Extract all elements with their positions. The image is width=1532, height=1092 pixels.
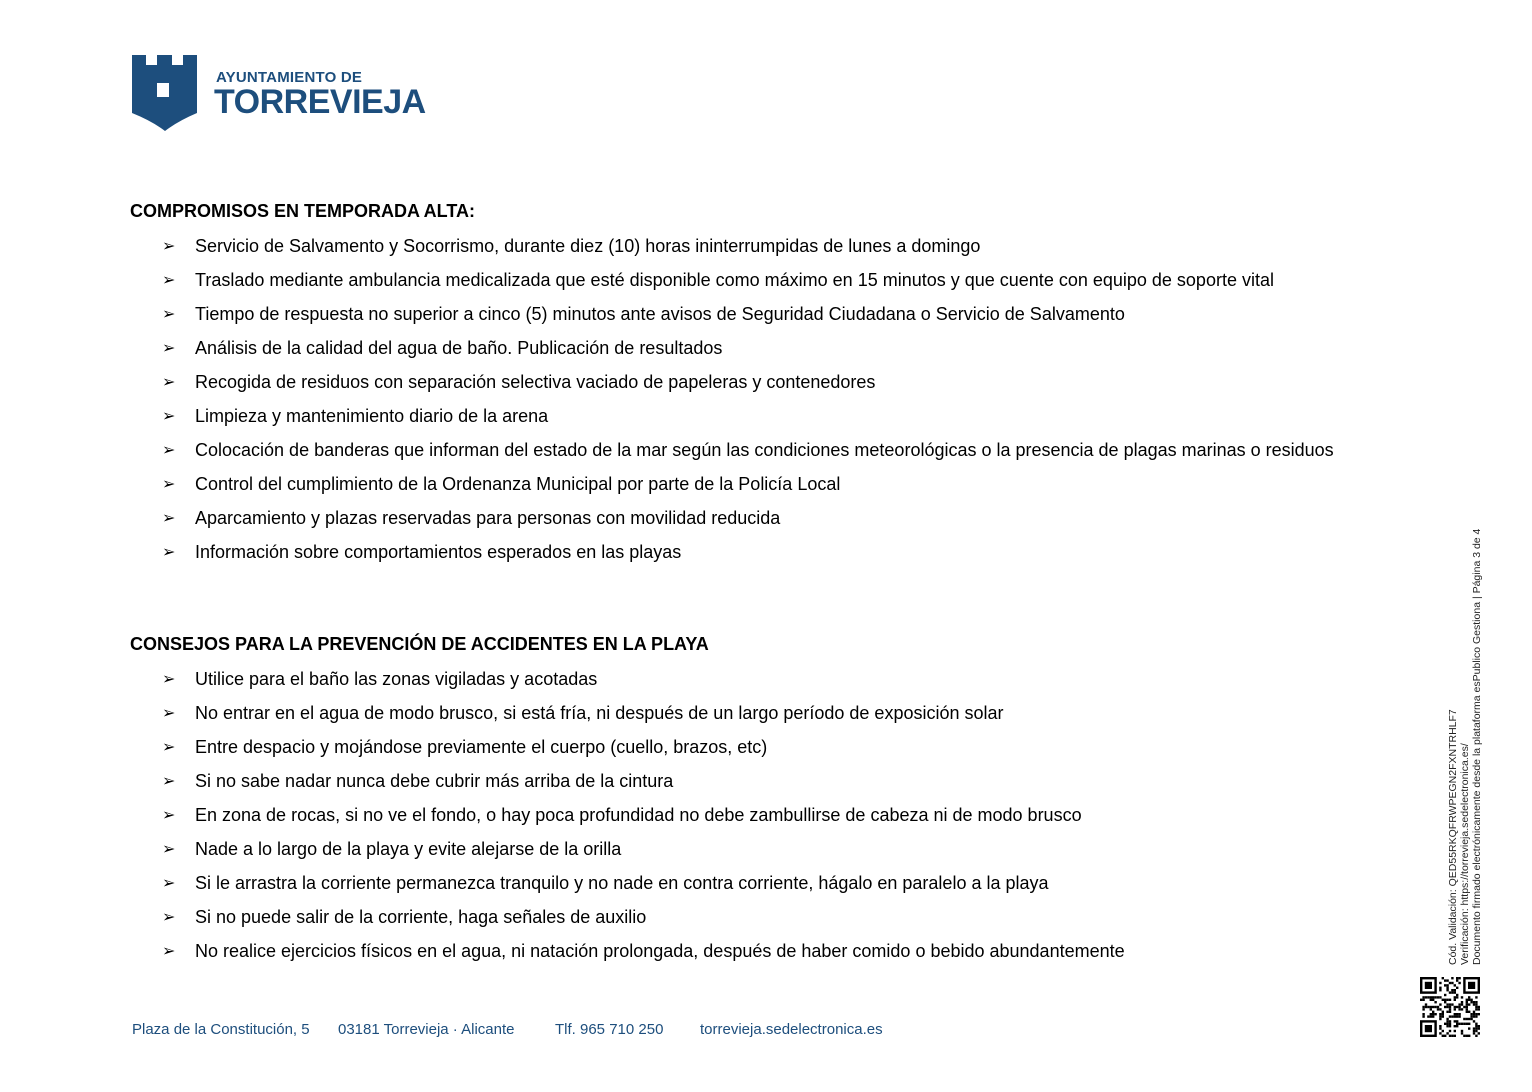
list-item bbox=[162, 736, 1412, 759]
arrow-bullet-icon: ➢ bbox=[162, 272, 176, 289]
list-item-text: Colocación de banderas que informan del estado de la mar según las condiciones meteorológicas o la presencia de plagas marinas o residuos bbox=[195, 440, 1334, 460]
qr-code-icon bbox=[1420, 977, 1480, 1037]
list-item bbox=[162, 804, 1412, 827]
consejos-list bbox=[162, 668, 1412, 974]
list-item bbox=[162, 439, 1412, 462]
list-item-text: Si no puede salir de la corriente, haga señales de auxilio bbox=[195, 907, 647, 927]
arrow-bullet-icon: ➢ bbox=[162, 340, 176, 357]
arrow-bullet-icon: ➢ bbox=[162, 442, 176, 459]
list-item bbox=[162, 838, 1412, 861]
arrow-bullet-icon: ➢ bbox=[162, 238, 176, 255]
footer-city: 03181 Torrevieja · Alicante bbox=[338, 1021, 515, 1038]
list-item-text: Traslado mediante ambulancia medicalizada que esté disponible como máximo en 15 minutos y que cuente con equipo de soporte vital bbox=[195, 270, 1274, 290]
list-item-text: Información sobre comportamientos esperados en las playas bbox=[195, 542, 682, 562]
arrow-bullet-icon: ➢ bbox=[162, 773, 176, 790]
compromisos-list bbox=[162, 235, 1412, 575]
list-item bbox=[162, 906, 1412, 929]
arrow-bullet-icon: ➢ bbox=[162, 807, 176, 824]
arrow-bullet-icon: ➢ bbox=[162, 909, 176, 926]
list-item bbox=[162, 541, 1412, 564]
list-item-text: Limpieza y mantenimiento diario de la arena bbox=[195, 406, 549, 426]
arrow-bullet-icon: ➢ bbox=[162, 841, 176, 858]
list-item bbox=[162, 872, 1412, 895]
arrow-bullet-icon: ➢ bbox=[162, 875, 176, 892]
list-item-text: No entrar en el agua de modo brusco, si está fría, ni después de un largo período de exposición solar bbox=[195, 703, 1004, 723]
logo bbox=[130, 53, 430, 135]
list-item-text: Aparcamiento y plazas reservadas para personas con movilidad reducida bbox=[195, 508, 781, 528]
list-item-text: En zona de rocas, si no ve el fondo, o hay poca profundidad no debe zambullirse de cabeza ni de modo brusco bbox=[195, 805, 1082, 825]
section-title-compromisos: COMPROMISOS EN TEMPORADA ALTA: bbox=[130, 201, 475, 221]
list-item bbox=[162, 507, 1412, 530]
list-item-text: Control del cumplimiento de la Ordenanza Municipal por parte de la Policía Local bbox=[195, 474, 841, 494]
footer-address: Plaza de la Constitución, 5 bbox=[132, 1021, 310, 1038]
list-item-text: Servicio de Salvamento y Socorrismo, durante diez (10) horas ininterrumpidas de lunes a domingo bbox=[195, 236, 981, 256]
footer-phone: Tlf. 965 710 250 bbox=[555, 1021, 664, 1038]
list-item bbox=[162, 770, 1412, 793]
list-item-text: Recogida de residuos con separación selectiva vaciado de papeleras y contenedores bbox=[195, 372, 876, 392]
arrow-bullet-icon: ➢ bbox=[162, 739, 176, 756]
list-item bbox=[162, 473, 1412, 496]
arrow-bullet-icon: ➢ bbox=[162, 943, 176, 960]
section-title-consejos: CONSEJOS PARA LA PREVENCIÓN DE ACCIDENTES EN LA PLAYA bbox=[130, 634, 709, 654]
list-item bbox=[162, 668, 1412, 691]
arrow-bullet-icon: ➢ bbox=[162, 306, 176, 323]
verification-url: Verificación: https://torrevieja.sedelectronica.es/ bbox=[1459, 743, 1471, 965]
logo-title: TORREVIEJA bbox=[214, 83, 426, 121]
castle-tower-icon bbox=[130, 53, 200, 133]
list-item-text: Análisis de la calidad del agua de baño. Publicación de resultados bbox=[195, 338, 723, 358]
signature-note: Documento firmado electrónicamente desde la plataforma esPublico Gestiona | Página 3 de 4 bbox=[1471, 528, 1483, 965]
list-item bbox=[162, 371, 1412, 394]
validation-code: Cód. Validación: QED55RKQFRWPEGN2FXNTRHLF7 bbox=[1447, 709, 1459, 965]
list-item bbox=[162, 235, 1412, 258]
logo-subtitle: AYUNTAMIENTO DE bbox=[216, 69, 363, 86]
verification-text bbox=[1447, 529, 1483, 965]
arrow-bullet-icon: ➢ bbox=[162, 705, 176, 722]
list-item bbox=[162, 405, 1412, 428]
list-item-text: Entre despacio y mojándose previamente el cuerpo (cuello, brazos, etc) bbox=[195, 737, 768, 757]
list-item-text: Si le arrastra la corriente permanezca tranquilo y no nade en contra corriente, hágalo en paralelo a la playa bbox=[195, 873, 1049, 893]
list-item-text: Nade a lo largo de la playa y evite alejarse de la orilla bbox=[195, 839, 622, 859]
list-item bbox=[162, 702, 1412, 725]
list-item bbox=[162, 337, 1412, 360]
arrow-bullet-icon: ➢ bbox=[162, 544, 176, 561]
list-item bbox=[162, 303, 1412, 326]
list-item-text: Si no sabe nadar nunca debe cubrir más arriba de la cintura bbox=[195, 771, 674, 791]
list-item-text: No realice ejercicios físicos en el agua, ni natación prolongada, después de haber comido o bebido abundantemente bbox=[195, 941, 1125, 961]
list-item bbox=[162, 269, 1412, 292]
arrow-bullet-icon: ➢ bbox=[162, 476, 176, 493]
list-item bbox=[162, 940, 1412, 963]
list-item-text: Tiempo de respuesta no superior a cinco (5) minutos ante avisos de Seguridad Ciudadana o Servicio de Salvamento bbox=[195, 304, 1125, 324]
arrow-bullet-icon: ➢ bbox=[162, 408, 176, 425]
arrow-bullet-icon: ➢ bbox=[162, 671, 176, 688]
arrow-bullet-icon: ➢ bbox=[162, 374, 176, 391]
list-item-text: Utilice para el baño las zonas vigiladas y acotadas bbox=[195, 669, 598, 689]
footer-web: torrevieja.sedelectronica.es bbox=[700, 1021, 883, 1038]
arrow-bullet-icon: ➢ bbox=[162, 510, 176, 527]
